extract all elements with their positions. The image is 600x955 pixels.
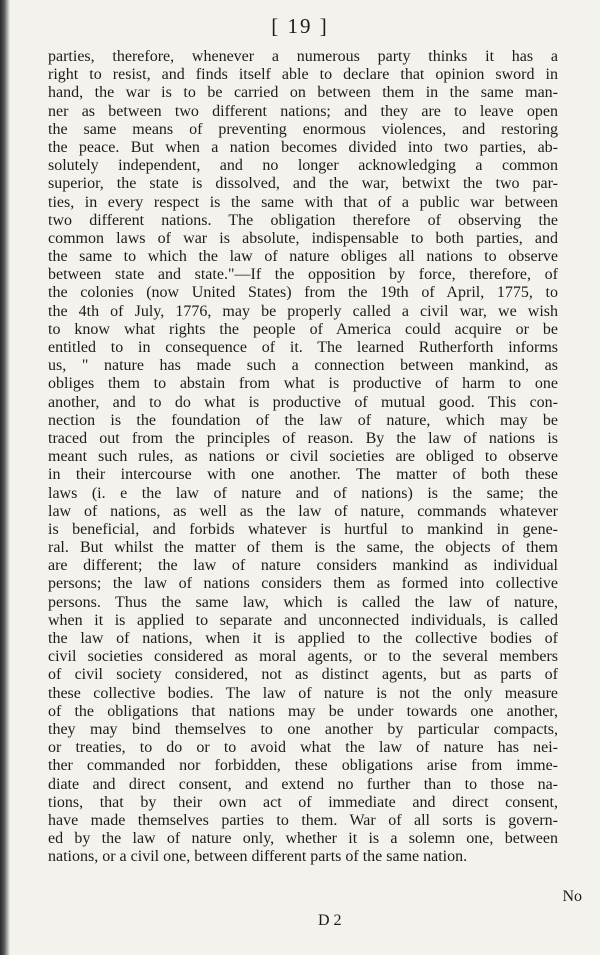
text-line: right to resist, and finds itself able to declare that opinion sword in	[48, 66, 558, 84]
text-line: of the obligations that nations may be under towards one another,	[48, 702, 558, 720]
signature-mark: D 2	[318, 912, 342, 929]
text-line: these collective bodies. The law of nature is not the only measure	[48, 684, 558, 702]
catchword: No	[562, 888, 582, 905]
text-line: laws (i. e the law of nature and of nations) is the same; the	[48, 484, 558, 502]
text-line: common laws of war is absolute, indispensable to both parties, and	[48, 229, 558, 247]
text-line: entitled to in consequence of it. The learned Rutherforth informs	[48, 339, 558, 356]
page-number: [ 19 ]	[271, 14, 329, 38]
text-line: ner as between two different nations; and they are to leave open	[48, 102, 558, 120]
text-line: when it is applied to separate and unconnected individuals, is called	[48, 611, 558, 629]
text-line: ties, in every respect is the same with that of a public war between	[48, 193, 558, 211]
text-line: superior, the state is dissolved, and the war, betwixt the two par-	[48, 175, 558, 193]
text-line: solutely independent, and no longer acknowledging a common	[48, 157, 558, 175]
text-line: ther commanded nor forbidden, these obligations arise from imme-	[48, 757, 558, 775]
text-line: persons. Thus the same law, which is called the law of nature,	[48, 593, 558, 611]
text-line: law of nations, as well as the law of nature, commands whatever	[48, 502, 558, 520]
text-line: between state and state."—If the opposition by force, therefore, of	[48, 266, 558, 284]
text-line: nection is the foundation of the law of nature, which may be	[48, 411, 558, 429]
text-line: to know what rights the people of America could acquire or be	[48, 320, 558, 338]
text-line: parties, therefore, whenever a numerous party thinks it has a	[48, 48, 558, 65]
text-line: of civil society considered, not as distinct agents, but as parts of	[48, 666, 558, 684]
text-line: they may bind themselves to one another by particular compacts,	[48, 720, 558, 738]
text-line: obliges them to abstain from what is productive of harm to one	[48, 375, 558, 393]
text-line: nations, or a civil one, between different parts of the same nation.	[48, 848, 468, 866]
text-line: tions, that by their own act of immediate and direct consent,	[48, 793, 558, 811]
text-line: the peace. But when a nation becomes divided into two parties, ab-	[48, 138, 558, 156]
text-line: persons; the law of nations considers them as formed into collective	[48, 575, 558, 593]
text-line: another, and to do what is productive of mutual good. This con-	[48, 393, 558, 411]
text-line: the 4th of July, 1776, may be properly called a civil war, we wish	[48, 302, 558, 320]
text-line: traced out from the principles of reason. By the law of nations is	[48, 429, 558, 447]
text-line: two different nations. The obligation therefore of observing the	[48, 211, 558, 229]
text-line: the same to which the law of nature obliges all nations to observe	[48, 248, 558, 266]
text-line: ed by the law of nature only, whether it is a solemn one, between	[48, 830, 558, 848]
body-text	[48, 48, 558, 866]
text-line: the same means of preventing enormous violences, and restoring	[48, 120, 558, 138]
text-line: or treaties, to do or to avoid what the law of nature has nei-	[48, 739, 558, 757]
text-line: is beneficial, and forbids whatever is hurtful to mankind in gene-	[48, 520, 558, 538]
text-line: the law of nations, when it is applied to the collective bodies of	[48, 630, 558, 647]
page-edge-shadow	[0, 0, 10, 955]
page-footer	[48, 888, 582, 934]
text-line: the colonies (now United States) from the 19th of April, 1775, to	[48, 284, 558, 302]
text-line: have made themselves parties to them. War of all sorts is govern-	[48, 811, 558, 829]
text-line: are different; the law of nature considers mankind as individual	[48, 557, 558, 575]
text-line: in their intercourse with one another. The matter of both these	[48, 466, 558, 484]
text-line: civil societies considered as moral agents, or to the several members	[48, 648, 558, 666]
text-line: diate and direct consent, and extend no further than to those na-	[48, 775, 558, 793]
text-line: ral. But whilst the matter of them is the same, the objects of them	[48, 539, 558, 557]
text-line: meant such rules, as nations or civil societies are obliged to observe	[48, 448, 558, 466]
text-line: hand, the war is to be carried on between them in the same man-	[48, 84, 558, 102]
text-line: us, " nature has made such a connection between mankind, as	[48, 357, 558, 375]
